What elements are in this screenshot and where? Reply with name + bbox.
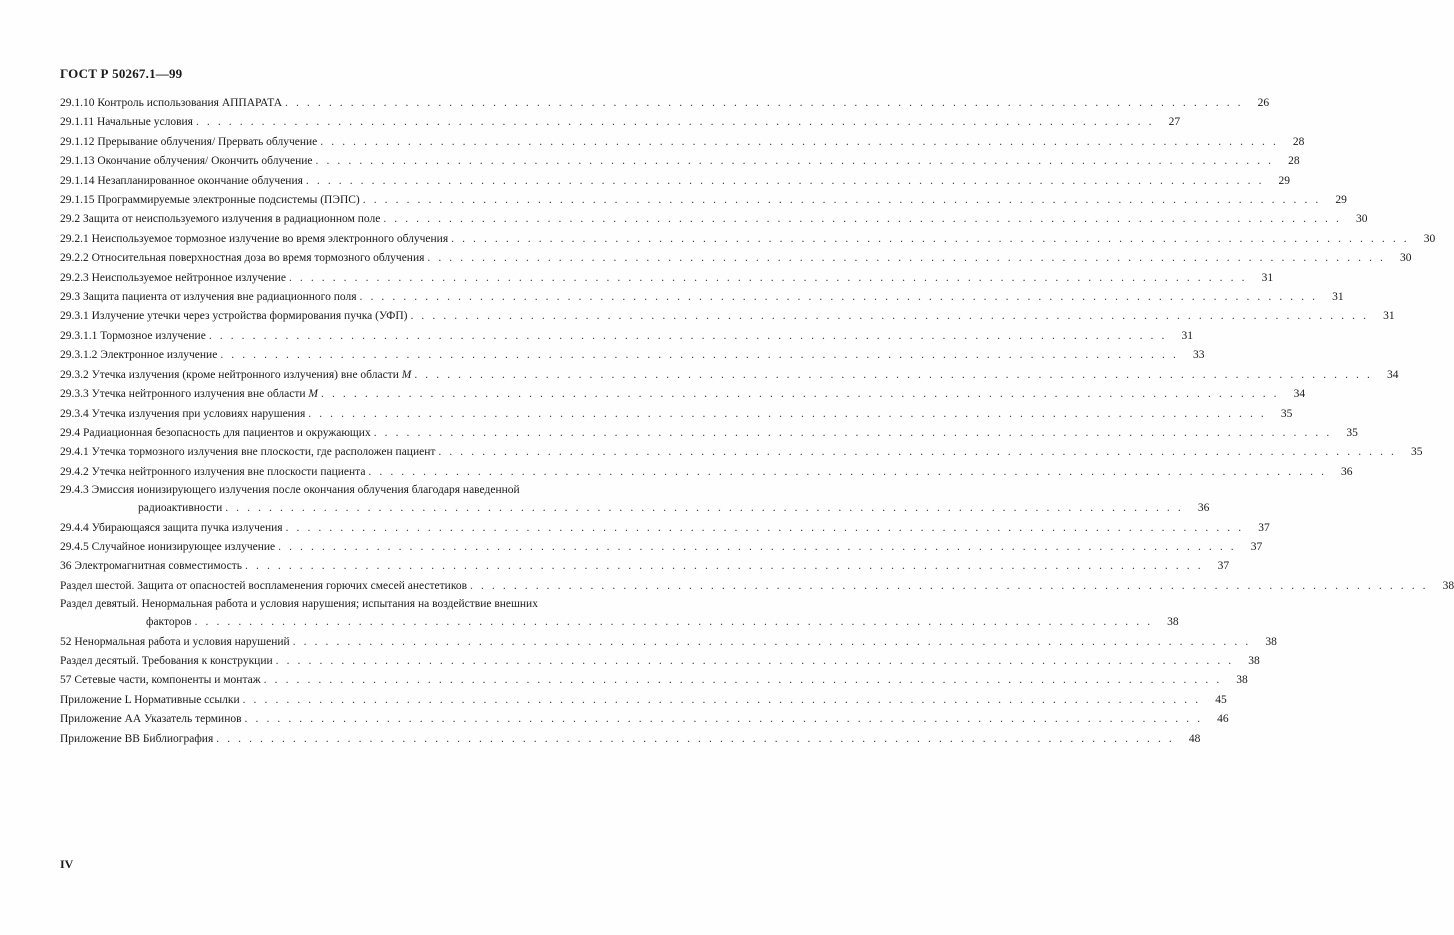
- toc-entry: [60, 191, 1347, 210]
- toc-entry: [60, 346, 1205, 365]
- toc-entry-page: 38: [1167, 616, 1179, 629]
- toc-entry-label: 29.1.12 Прерывание облучения/ Прервать облучение: [60, 135, 318, 148]
- toc-leader-dots: . . . . . . . . . . . . . . . . . . . . . . . . . . . . . . . . . . . . . . . . . . . . . . . . . . . . . . . . . . . . . . . . . . . . . . . . . . . . . . . . . . . . . . . .: [359, 291, 1318, 304]
- toc-entry-label-cont: факторов: [146, 616, 192, 629]
- toc-leader-dots: . . . . . . . . . . . . . . . . . . . . . . . . . . . . . . . . . . . . . . . . . . . . . . . . . . . . . . . . . . . . . . . . . . . . . . . . . . . . . . . . . . . . . . . .: [305, 174, 1265, 187]
- toc-entry-page: 30: [1400, 252, 1412, 265]
- toc-entry: [60, 443, 1423, 462]
- toc-leader-dots: . . . . . . . . . . . . . . . . . . . . . . . . . . . . . . . . . . . . . . . . . . . . . . . . . . . . . . . . . . . . . . . . . . . . . . . . . . . . . . . . . . . . . . . .: [470, 579, 1429, 592]
- toc-entry-page: 34: [1293, 388, 1306, 401]
- toc-entry-page: 33: [1192, 349, 1205, 362]
- toc-leader-dots: . . . . . . . . . . . . . . . . . . . . . . . . . . . . . . . . . . . . . . . . . . . . . . . . . . . . . . . . . . . . . . . . . . . . . . . . . . . . . . . . . . . . . . . .: [368, 465, 1327, 478]
- toc-entry: [60, 633, 1277, 652]
- toc-leader-dots: . . . . . . . . . . . . . . . . . . . . . . . . . . . . . . . . . . . . . . . . . . . . . . . . . . . . . . . . . . . . . . . . . . . . . . . . . . . . . . . . . . . . . . . .: [362, 194, 1321, 207]
- table-of-contents: [60, 94, 1454, 749]
- toc-entry-label: 29.1.10 Контроль использования АППАРАТА: [60, 97, 283, 109]
- toc-leader-dots: . . . . . . . . . . . . . . . . . . . . . . . . . . . . . . . . . . . . . . . . . . . . . . . . . . . . . . . . . . . . . . . . . . . . . . . . . . . . . . . . . . . . . . . .: [315, 155, 1274, 168]
- toc-leader-dots: . . . . . . . . . . . . . . . . . . . . . . . . . . . . . . . . . . . . . . . . . . . . . . . . . . . . . . . . . . . . . . . . . . . . . . . . . . . . . . . . . . . . . . . .: [383, 213, 1342, 226]
- toc-leader-dots: . . . . . . . . . . . . . . . . . . . . . . . . . . . . . . . . . . . . . . . . . . . . . . . . . . . . . . . . . . . . . . . . . . . . . . . . . . . . . . . . . . . . . . . .: [320, 135, 1279, 148]
- toc-entry: [60, 405, 1293, 424]
- toc-group-1: [60, 94, 1436, 482]
- toc-leader-dots: . . . . . . . . . . . . . . . . . . . . . . . . . . . . . . . . . . . . . . . . . . . . . . . . . . . . . . . . . . . . . . . . . . . . . . . . . . . . . . . . . . . . . . . .: [288, 271, 1248, 284]
- toc-entry-page: 45: [1215, 693, 1227, 706]
- toc-leader-dots: . . . . . . . . . . . . . . . . . . . . . . . . . . . . . . . . . . . . . . . . . . . . . . . . . . . . . . . . . . . . . . . . . . . . . . . . . . . . . . . . . . . . . . . .: [220, 349, 1179, 362]
- toc-entry: [60, 463, 1353, 482]
- toc-entry: [60, 538, 1263, 557]
- toc-entry-multiline: [60, 596, 1179, 632]
- toc-entry-page: 30: [1423, 232, 1436, 245]
- toc-leader-dots: . . . . . . . . . . . . . . . . . . . . . . . . . . . . . . . . . . . . . . . . . . . . . . . . . . . . . . . . . . . . . . . . . . . . . . . . . . . . . . . . . . . . . . . .: [278, 540, 1237, 553]
- toc-entry-page: 31: [1332, 291, 1344, 304]
- toc-entry: [60, 307, 1395, 326]
- toc-leader-dots: . . . . . . . . . . . . . . . . . . . . . . . . . . . . . . . . . . . . . . . . . . . . . . . . . . . . . . . . . . . . . . . . . . . . . . . . . . . . . . . . . . . . . . . .: [242, 693, 1201, 706]
- toc-leader-dots: . . . . . . . . . . . . . . . . . . . . . . . . . . . . . . . . . . . . . . . . . . . . . . . . . . . . . . . . . . . . . . . . . . . . . . . . . . . . . . . . . . . . . . . .: [321, 388, 1280, 401]
- toc-entry: [60, 652, 1260, 671]
- toc-leader-dots: . . . . . . . . . . . . . . . . . . . . . . . . . . . . . . . . . . . . . . . . . . . . . . . . . . . . . . . . . . . . . . . . . . . . . . . . . . . . . . . . . . . . . . . .: [244, 713, 1203, 726]
- toc-leader-dots: . . . . . . . . . . . . . . . . . . . . . . . . . . . . . . . . . . . . . . . . . . . . . . . . . . . . . . . . . . . . . . . . . . . . . . . . . . . . . . . . . . . . . . . .: [195, 116, 1155, 129]
- toc-entry-label: 52 Ненормальная работа и условия нарушений: [60, 635, 290, 648]
- toc-entry-label: Раздел шестой. Защита от опасностей воспламенения горючих смесей анестетиков: [60, 579, 468, 592]
- toc-entry-page: 46: [1217, 713, 1229, 726]
- toc-entry: [60, 327, 1193, 346]
- toc-entry-page: 37: [1258, 521, 1270, 534]
- toc-entry-page: 28: [1292, 135, 1305, 148]
- toc-entry-label: 29.4.4 Убирающаяся защита пучка излучения: [60, 521, 283, 534]
- toc-entry-page: 38: [1236, 674, 1248, 687]
- toc-entry-label: 29.2.1 Неиспользуемое тормозное излучение во время электронного облучения: [60, 232, 449, 245]
- toc-entry-page: 38: [1442, 579, 1454, 592]
- toc-entry-label: 29.1.14 Незапланированное окончание облучения: [60, 174, 303, 187]
- toc-entry-label: Приложение ВВ Библиография: [60, 732, 214, 745]
- document-header: ГОСТ Р 50267.1—99: [60, 66, 183, 81]
- toc-entry-label: 29.4.5 Случайное ионизирующее излучение: [60, 540, 276, 553]
- toc-entry-page: 35: [1411, 446, 1423, 459]
- toc-entry: [60, 730, 1201, 749]
- toc-group-3: [60, 633, 1277, 749]
- toc-entry-page: 27: [1168, 116, 1181, 129]
- toc-entry: [60, 210, 1368, 229]
- toc-entry-label: 29.1.15 Программируемые электронные подсистемы (ПЭПС): [60, 194, 360, 207]
- toc-leader-dots: . . . . . . . . . . . . . . . . . . . . . . . . . . . . . . . . . . . . . . . . . . . . . . . . . . . . . . . . . . . . . . . . . . . . . . . . . . . . . . . . . . . . . . . .: [414, 368, 1373, 381]
- page-number: IV: [60, 857, 74, 871]
- toc-entry-label: 29.3.1.2 Электронное излучение: [60, 349, 218, 362]
- toc-leader-dots: . . . . . . . . . . . . . . . . . . . . . . . . . . . . . . . . . . . . . . . . . . . . . . . . . . . . . . . . . . . . . . . . . . . . . . . . . . . . . . . . . . . . . . . .: [245, 560, 1204, 573]
- toc-entry: [60, 94, 1270, 113]
- toc-entry-page: 29: [1335, 194, 1347, 207]
- toc-entry: [60, 671, 1248, 690]
- toc-entry-page: 38: [1265, 635, 1277, 648]
- toc-leader-dots: . . . . . . . . . . . . . . . . . . . . . . . . . . . . . . . . . . . . . . . . . . . . . . . . . . . . . . . . . . . . . . . . . . . . . . . . . . . . . . . . . . . . . . . .: [427, 252, 1386, 265]
- toc-entry-page: 36: [1197, 502, 1210, 515]
- toc-leader-dots: . . . . . . . . . . . . . . . . . . . . . . . . . . . . . . . . . . . . . . . . . . . . . . . . . . . . . . . . . . . . . . . . . . . . . . . . . . . . . . . . . . . . . . . .: [225, 502, 1184, 515]
- toc-entry-page: 31: [1261, 271, 1274, 284]
- toc-entry-page: 37: [1250, 540, 1263, 553]
- toc-entry-multiline: [60, 482, 1210, 518]
- toc-entry: [60, 577, 1454, 596]
- toc-entry: [60, 249, 1412, 268]
- toc-entry-page: 26: [1257, 97, 1270, 109]
- toc-entry-label: Раздел десятый. Требования к конструкции: [60, 654, 273, 667]
- toc-entry-label: 29.3.3 Утечка нейтронного излучения вне области M: [60, 388, 319, 401]
- toc-leader-dots: . . . . . . . . . . . . . . . . . . . . . . . . . . . . . . . . . . . . . . . . . . . . . . . . . . . . . . . . . . . . . . . . . . . . . . . . . . . . . . . . . . . . . . . .: [451, 232, 1410, 245]
- toc-entry-page: 29: [1278, 174, 1291, 187]
- toc-entry-page: 35: [1346, 426, 1358, 439]
- toc-entry-label: 29.4.3 Эмиссия ионизирующего излучения после окончания облучения благодаря наведенной: [60, 484, 520, 497]
- toc-entry-label: 29.3.1.1 Тормозное излучение: [60, 329, 206, 342]
- toc-leader-dots: . . . . . . . . . . . . . . . . . . . . . . . . . . . . . . . . . . . . . . . . . . . . . . . . . . . . . . . . . . . . . . . . . . . . . . . . . . . . . . . . . . . . . . . .: [216, 732, 1175, 745]
- toc-entry-label: 29.4 Радиационная безопасность для пациентов и окружающих: [60, 426, 371, 439]
- toc-entry-label: 29.4.2 Утечка нейтронного излучения вне плоскости пациента: [60, 465, 366, 478]
- toc-entry: [60, 113, 1181, 132]
- toc-entry-label: 57 Сетевые части, компоненты и монтаж: [60, 674, 261, 687]
- toc-entry-label: 29.3 Защита пациента от излучения вне радиационного поля: [60, 291, 357, 304]
- toc-entry: [60, 385, 1306, 404]
- toc-entry-page: 28: [1288, 155, 1300, 168]
- toc-leader-dots: . . . . . . . . . . . . . . . . . . . . . . . . . . . . . . . . . . . . . . . . . . . . . . . . . . . . . . . . . . . . . . . . . . . . . . . . . . . . . . . . . . . . . . . .: [410, 310, 1369, 323]
- toc-leader-dots: . . . . . . . . . . . . . . . . . . . . . . . . . . . . . . . . . . . . . . . . . . . . . . . . . . . . . . . . . . . . . . . . . . . . . . . . . . . . . . . . . . . . . . . .: [208, 329, 1167, 342]
- toc-leader-dots: . . . . . . . . . . . . . . . . . . . . . . . . . . . . . . . . . . . . . . . . . . . . . . . . . . . . . . . . . . . . . . . . . . . . . . . . . . . . . . . . . . . . . . . .: [263, 674, 1222, 687]
- toc-entry: [60, 172, 1291, 191]
- toc-entry-page: 48: [1188, 732, 1201, 745]
- toc-entry-label: Приложение L Нормативные ссылки: [60, 693, 240, 706]
- toc-leader-dots: . . . . . . . . . . . . . . . . . . . . . . . . . . . . . . . . . . . . . . . . . . . . . . . . . . . . . . . . . . . . . . . . . . . . . . . . . . . . . . . . . . . . . . . .: [285, 97, 1244, 109]
- toc-entry: [60, 557, 1230, 576]
- toc-entry-label: 29.2.2 Относительная поверхностная доза во время тормозного облучения: [60, 252, 425, 265]
- toc-entry-label: 36 Электромагнитная совместимость: [60, 560, 243, 573]
- toc-entry-label: 29.1.13 Окончание облучения/ Окончить облучение: [60, 155, 313, 168]
- toc-entry-label: 29.1.11 Начальные условия: [60, 116, 193, 129]
- toc-entry-label: 29.2 Защита от неиспользуемого излучения в радиационном поле: [60, 213, 381, 226]
- toc-leader-dots: . . . . . . . . . . . . . . . . . . . . . . . . . . . . . . . . . . . . . . . . . . . . . . . . . . . . . . . . . . . . . . . . . . . . . . . . . . . . . . . . . . . . . . . .: [285, 521, 1244, 534]
- toc-entry-label: Приложение АА Указатель терминов: [60, 713, 242, 726]
- toc-entry-page: 38: [1248, 654, 1260, 667]
- toc-leader-dots: . . . . . . . . . . . . . . . . . . . . . . . . . . . . . . . . . . . . . . . . . . . . . . . . . . . . . . . . . . . . . . . . . . . . . . . . . . . . . . . . . . . . . . . .: [373, 426, 1332, 439]
- toc-entry-label: 29.2.3 Неиспользуемое нейтронное излучение: [60, 271, 286, 284]
- toc-entry: [60, 519, 1270, 538]
- toc-leader-dots: . . . . . . . . . . . . . . . . . . . . . . . . . . . . . . . . . . . . . . . . . . . . . . . . . . . . . . . . . . . . . . . . . . . . . . . . . . . . . . . . . . . . . . . .: [292, 635, 1251, 648]
- toc-entry: [60, 691, 1227, 710]
- toc-entry-label: 29.4.1 Утечка тормозного излучения вне плоскости, где расположен пациент: [60, 446, 436, 459]
- toc-entry: [60, 133, 1305, 152]
- toc-entry-page: 34: [1386, 368, 1399, 381]
- toc-entry-page: 31: [1383, 310, 1395, 323]
- toc-entry-page: 37: [1217, 560, 1230, 573]
- toc-entry-page: 36: [1341, 465, 1353, 478]
- toc-leader-dots: . . . . . . . . . . . . . . . . . . . . . . . . . . . . . . . . . . . . . . . . . . . . . . . . . . . . . . . . . . . . . . . . . . . . . . . . . . . . . . . . . . . . . . . .: [308, 407, 1267, 420]
- toc-leader-dots: . . . . . . . . . . . . . . . . . . . . . . . . . . . . . . . . . . . . . . . . . . . . . . . . . . . . . . . . . . . . . . . . . . . . . . . . . . . . . . . . . . . . . . . .: [194, 616, 1153, 629]
- toc-leader-dots: . . . . . . . . . . . . . . . . . . . . . . . . . . . . . . . . . . . . . . . . . . . . . . . . . . . . . . . . . . . . . . . . . . . . . . . . . . . . . . . . . . . . . . . .: [438, 446, 1397, 459]
- toc-entry-label: Раздел девятый. Ненормальная работа и условия нарушения; испытания на воздействие внешних: [60, 598, 538, 611]
- toc-group-2: [60, 519, 1454, 597]
- toc-entry: [60, 230, 1436, 249]
- toc-entry-page: 31: [1181, 329, 1193, 342]
- toc-entry-label: 29.3.1 Излучение утечки через устройства формирования пучка (УФП): [60, 310, 408, 323]
- toc-entry: [60, 269, 1274, 288]
- toc-entry-page: 35: [1280, 407, 1293, 420]
- toc-entry-label-cont: радиоактивности: [138, 502, 223, 515]
- toc-entry: [60, 710, 1229, 729]
- toc-entry-label: 29.3.4 Утечка излучения при условиях нарушения: [60, 407, 306, 420]
- toc-leader-dots: . . . . . . . . . . . . . . . . . . . . . . . . . . . . . . . . . . . . . . . . . . . . . . . . . . . . . . . . . . . . . . . . . . . . . . . . . . . . . . . . . . . . . . . .: [275, 654, 1234, 667]
- toc-entry: [60, 366, 1399, 385]
- toc-entry-page: 30: [1355, 213, 1368, 226]
- toc-entry: [60, 288, 1344, 307]
- toc-entry: [60, 424, 1358, 443]
- toc-entry: [60, 152, 1300, 171]
- toc-entry-label: 29.3.2 Утечка излучения (кроме нейтронного излучения) вне области M: [60, 368, 412, 381]
